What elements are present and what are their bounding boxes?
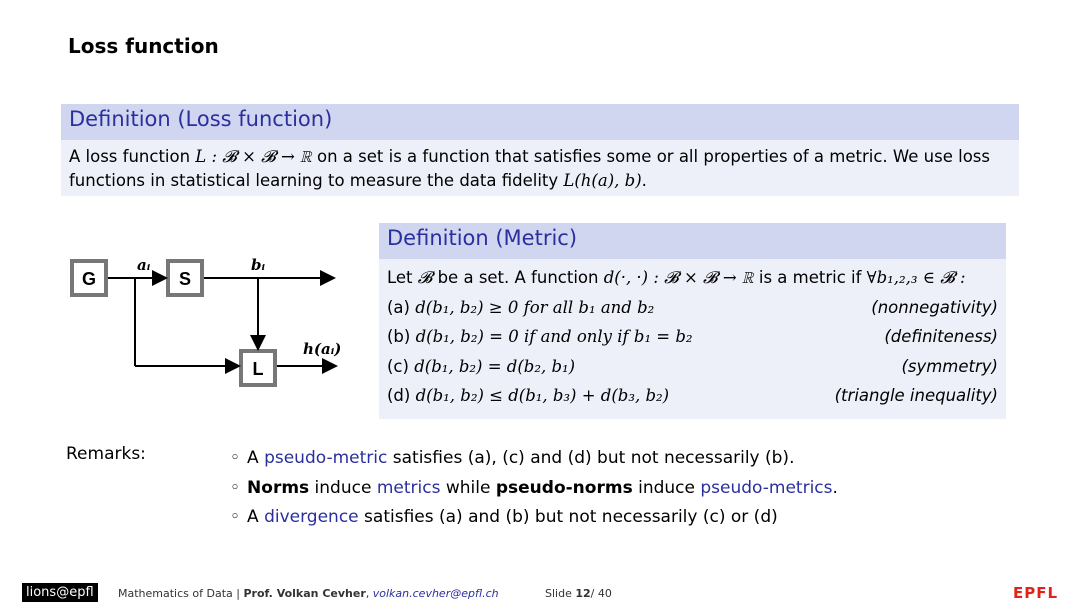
definition-metric-box: [379, 223, 1006, 419]
property-label: (c): [387, 356, 409, 376]
slide-total: / 40: [590, 587, 612, 600]
block-s-label: S: [178, 269, 192, 289]
definition-loss-box: [61, 104, 1019, 196]
definition-metric-heading: Definition (Metric): [379, 223, 1006, 259]
metric-property-d: [387, 381, 998, 411]
remark-text: satisfies (a), (c) and (d) but not necessarily (b).: [387, 448, 795, 468]
lions-logo: lions@epfl: [22, 583, 98, 602]
course-info: [118, 587, 499, 600]
definition-metric-body: [379, 259, 1006, 411]
remark-text: induce: [632, 477, 701, 498]
metric-intro-text: be a set. A function: [432, 268, 604, 287]
remark-text: A: [247, 448, 265, 468]
metric-property-a: [387, 293, 998, 323]
label-hai: h(aᵢ): [303, 340, 342, 358]
term-divergence: divergence: [264, 507, 359, 527]
metric-intro-text: is a metric if: [753, 268, 867, 287]
slide-number: [545, 587, 612, 600]
author-name: Prof. Volkan Cevher: [243, 587, 366, 600]
term-pseudo-norms: pseudo-norms: [495, 477, 633, 498]
metric-intro: [387, 263, 998, 293]
property-label: (d): [387, 386, 411, 405]
metric-property-b: [387, 322, 998, 352]
slide-label: Slide: [545, 587, 576, 600]
property-label: (b): [387, 327, 411, 346]
loss-diagram: [60, 248, 360, 398]
property-formula: d(b₁, b₂) ≥ 0 for all b₁ and b₂: [415, 297, 655, 317]
metric-signature: d(·, ·) : 𝓑 × 𝓑 → ℝ: [603, 268, 754, 287]
remark-item: [230, 474, 838, 504]
data-fidelity-expression: L(h(a), b): [563, 171, 642, 190]
property-name: (symmetry): [901, 356, 998, 376]
slide-footer: [0, 580, 1080, 608]
metric-intro-text: Let: [387, 268, 418, 287]
author-email: volkan.cevher@epfl.ch: [372, 587, 499, 600]
block-g-label: G: [81, 269, 97, 289]
remarks-label: Remarks:: [66, 444, 146, 464]
remark-text: .: [832, 477, 838, 498]
term-metrics: metrics: [376, 477, 441, 498]
loss-function-signature: L : 𝓑 × 𝓑 → ℝ: [195, 147, 312, 166]
block-l-label: L: [252, 359, 264, 379]
label-bi: bᵢ: [251, 256, 266, 274]
remark-text: satisfies (a) and (b) but not necessarily (c) or (d): [358, 507, 778, 527]
definition-loss-text: A loss function: [69, 147, 196, 166]
remark-text: A: [247, 507, 265, 527]
course-name: Mathematics of Data |: [118, 587, 244, 600]
metric-property-c: [387, 352, 998, 382]
property-name: (definiteness): [884, 327, 998, 346]
remark-text: while: [440, 477, 496, 498]
term-norms: Norms: [247, 477, 310, 498]
remark-text: induce: [309, 477, 377, 498]
remark-item: [230, 444, 838, 474]
definition-loss-text: on a set is a function that satisfies some or all properties of a metric. We use loss functions in statistical learning to measure the data fidelity: [69, 147, 990, 190]
remark-item: [230, 503, 838, 533]
remarks-list: [230, 444, 838, 533]
term-pseudo-metrics: pseudo-metrics: [700, 477, 833, 498]
definition-loss-heading: Definition (Loss function): [61, 104, 1019, 140]
slide-current: 12: [575, 587, 591, 600]
slide-title: Loss function: [68, 34, 219, 58]
footer-separator: ,: [365, 587, 373, 600]
property-name: (nonnegativity): [871, 297, 998, 317]
label-ai: aᵢ: [137, 256, 151, 274]
property-formula: d(b₁, b₂) = 0 if and only if b₁ = b₂: [415, 327, 693, 346]
property-name: (triangle inequality): [834, 386, 998, 405]
set-symbol: 𝓑: [417, 268, 433, 287]
property-formula: d(b₁, b₂) = d(b₂, b₁): [414, 356, 576, 376]
definition-loss-text: .: [641, 171, 647, 190]
property-formula: d(b₁, b₂) ≤ d(b₁, b₃) + d(b₃, b₂): [415, 386, 670, 405]
property-label: (a): [387, 297, 410, 317]
definition-loss-body: [61, 140, 1019, 198]
epfl-logo: EPFL: [1013, 584, 1059, 602]
metric-quantifier: ∀b₁,₂,₃ ∈ 𝓑 :: [866, 268, 966, 287]
term-pseudo-metric: pseudo-metric: [264, 448, 388, 468]
